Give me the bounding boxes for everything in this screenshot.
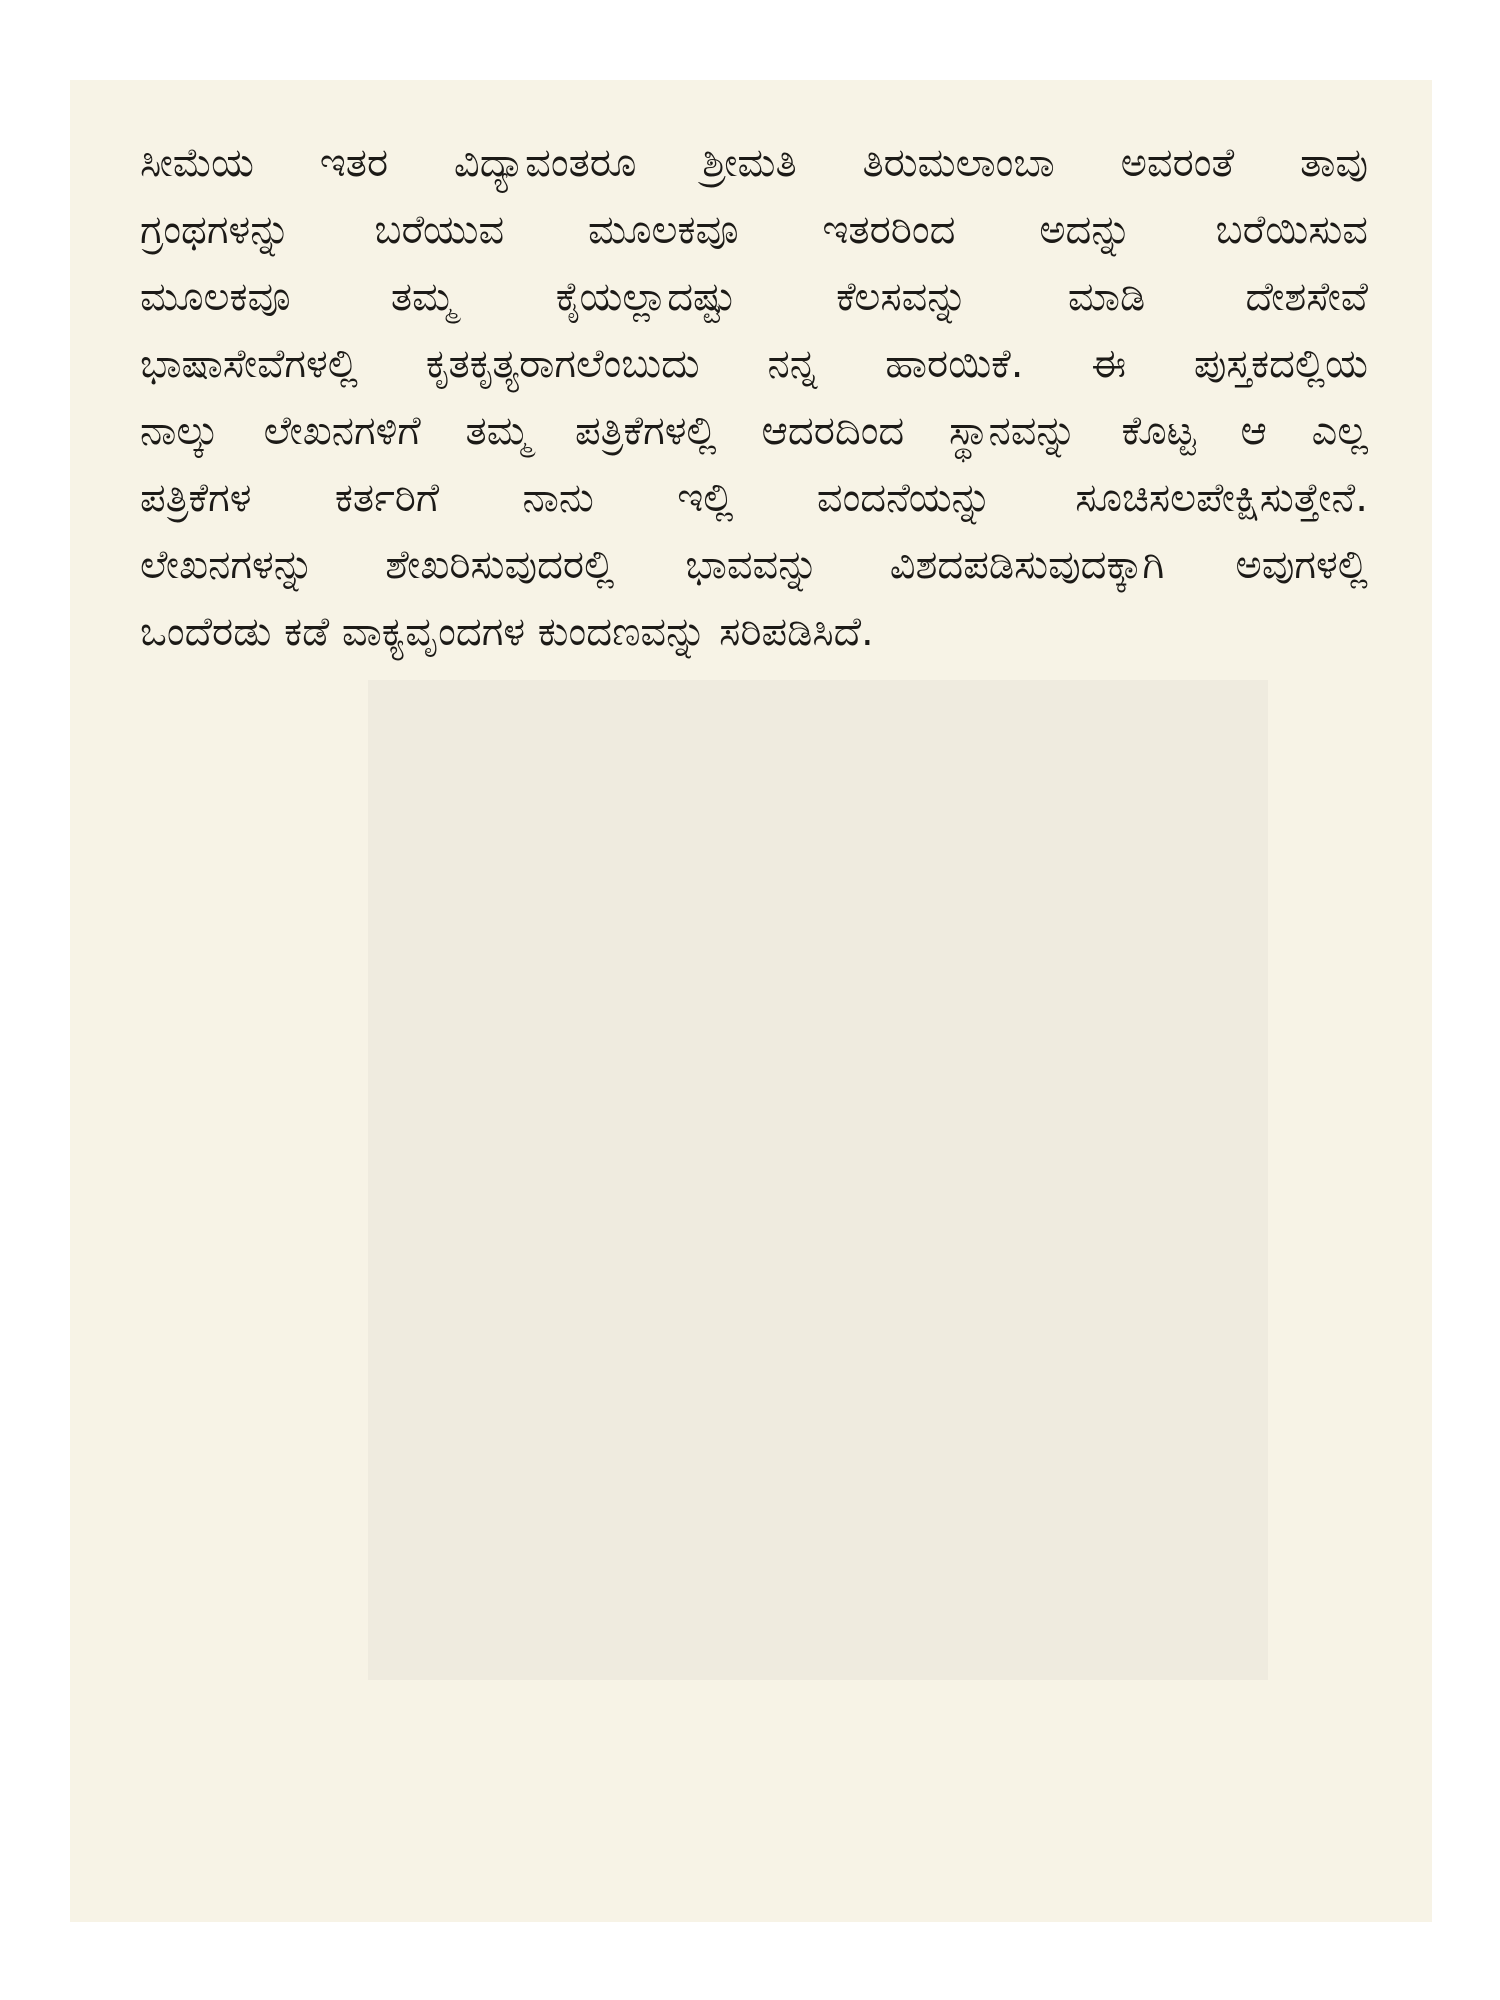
bleed-through-shadow [368,680,1268,1680]
text-line-7: ಲೇಖನಗಳನ್ನು ಶೇಖರಿಸುವುದರಲ್ಲಿ ಭಾವವನ್ನು ವಿಶದಪಡಿಸುವುದಕ್ಕಾಗಿ ಅವುಗಳಲ್ಲಿ [140,542,1368,588]
text-line-4: ಭಾಷಾಸೇವೆಗಳಲ್ಲಿ ಕೃತಕೃತ್ಯರಾಗಲೆಂಬುದು ನನ್ನ ಹಾರಯಿಕೆ. ಈ ಪುಸ್ತಕದಲ್ಲಿಯ [140,341,1368,387]
text-line-3: ಮೂಲಕವೂ ತಮ್ಮ ಕೈಯಲ್ಲಾದಷ್ಟು ಕೆಲಸವನ್ನು ಮಾಡಿ ದೇಶಸೇವೆ [140,274,1368,320]
text-line-6: ಪತ್ರಿಕೆಗಳ ಕರ್ತರಿಗೆ ನಾನು ಇಲ್ಲಿ ವಂದನೆಯನ್ನು ಸೂಚಿಸಲಪೇಕ್ಷಿಸುತ್ತೇನೆ. [140,475,1368,521]
text-line-2: ಗ್ರಂಥಗಳನ್ನು ಬರೆಯುವ ಮೂಲಕವೂ ಇತರರಿಂದ ಅದನ್ನು ಬರೆಯಿಸುವ [140,207,1368,253]
text-line-5: ನಾಲ್ಕು ಲೇಖನಗಳಿಗೆ ತಮ್ಮ ಪತ್ರಿಕೆಗಳಲ್ಲಿ ಆದರದಿಂದ ಸ್ಥಾನವನ್ನು ಕೊಟ್ಟ ಆ ಎಲ್ಲ [140,408,1368,454]
text-line-8: ಒಂದೆರಡು ಕಡೆ ವಾಕ್ಯವೃಂದಗಳ ಕುಂದಣವನ್ನು ಸರಿಪಡಿಸಿದೆ. [140,609,874,655]
text-line-1: ಸೀಮೆಯ ಇತರ ವಿದ್ಯಾವಂತರೂ ಶ್ರೀಮತಿ ತಿರುಮಲಾಂಬಾ ಅವರಂತೆ ತಾವು [140,140,1368,186]
body-paragraph [140,130,1368,666]
